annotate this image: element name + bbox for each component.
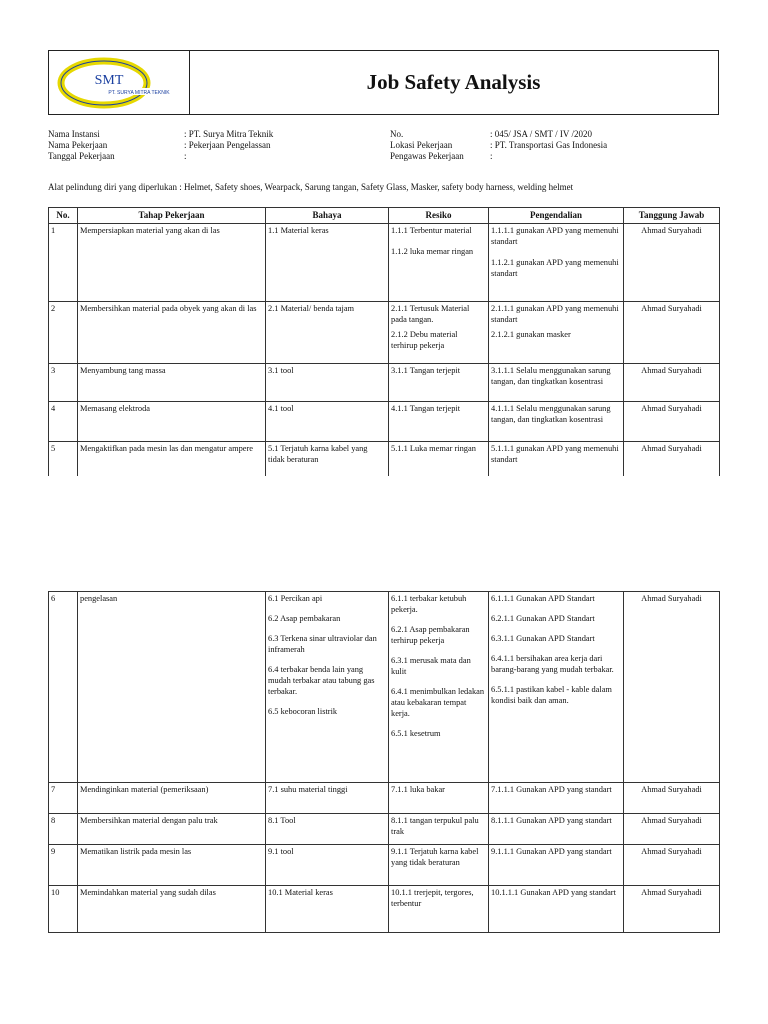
info-left-labels bbox=[48, 129, 115, 162]
logo-text: SMT bbox=[94, 73, 124, 88]
row-tahap: Mempersiapkan material yang akan di las bbox=[78, 224, 266, 302]
resiko-item: 8.1.1 tangan terpukul palu trak bbox=[391, 816, 479, 836]
row-tahap: Mengaktifkan pada mesin las dan mengatur ampere bbox=[78, 442, 266, 476]
row-tanggung-jawab: Ahmad Suryahadi bbox=[624, 224, 720, 302]
row-bahaya bbox=[266, 402, 389, 442]
info-value: : Pekerjaan Pengelassan bbox=[184, 140, 271, 150]
row-tahap: Membersihkan material pada obyek yang akan di las bbox=[78, 302, 266, 364]
row-bahaya bbox=[266, 442, 389, 476]
table-row bbox=[49, 886, 720, 933]
row-resiko bbox=[389, 442, 489, 476]
row-no: 8 bbox=[49, 814, 78, 845]
row-no: 2 bbox=[49, 302, 78, 364]
resiko-item: 2.1.2 Debu material terhirup pekerja bbox=[391, 330, 458, 350]
row-no: 5 bbox=[49, 442, 78, 476]
row-bahaya bbox=[266, 224, 389, 302]
header-box bbox=[48, 50, 719, 115]
logo-subtext: PT. SURYA MITRA TEKNIK bbox=[108, 90, 170, 96]
table-body-part2 bbox=[49, 592, 720, 933]
resiko-item: 5.1.1 Luka memar ringan bbox=[391, 444, 476, 453]
row-tahap: pengelasan bbox=[78, 592, 266, 783]
pengendalian-item: 9.1.1.1 Gunakan APD yang standart bbox=[491, 847, 612, 856]
pengendalian-item: 4.1.1.1 Selalu menggunakan sarung tangan, dan tingkatkan kosentrasi bbox=[491, 404, 611, 424]
table-row bbox=[49, 814, 720, 845]
table-row bbox=[49, 845, 720, 886]
info-left-values bbox=[184, 129, 273, 162]
resiko-item: 10.1.1 trerjepit, tergores, terbentur bbox=[391, 888, 474, 908]
row-bahaya bbox=[266, 302, 389, 364]
row-no: 4 bbox=[49, 402, 78, 442]
resiko-item: 2.1.1 Tertusuk Material pada tangan. bbox=[391, 304, 470, 324]
resiko-item: 3.1.1 Tangan terjepit bbox=[391, 366, 461, 375]
pengendalian-item: 5.1.1.1 gunakan APD yang memenuhi standart bbox=[491, 444, 619, 464]
row-resiko bbox=[389, 364, 489, 402]
info-right-values bbox=[490, 129, 607, 162]
bahaya-item: 6.1 Percikan api bbox=[268, 594, 323, 603]
apd-requirements: Alat pelindung diri yang diperlukan : Helmet, Safety shoes, Wearpack, Sarung tangan, Safety Glass, Masker, safety body harness, welding helmet bbox=[48, 182, 574, 192]
row-no: 3 bbox=[49, 364, 78, 402]
table-row bbox=[49, 364, 720, 402]
row-resiko bbox=[389, 814, 489, 845]
bahaya-item: 8.1 Tool bbox=[268, 816, 296, 825]
pengendalian-item: 7.1.1.1 Gunakan APD yang standart bbox=[491, 785, 612, 794]
pengendalian-item: 1.1.1.1 gunakan APD yang memenuhi standart bbox=[491, 226, 619, 246]
row-tahap: Memasang elektroda bbox=[78, 402, 266, 442]
info-label: Nama Instansi bbox=[48, 129, 100, 139]
row-pengendalian bbox=[489, 845, 624, 886]
bahaya-item: 4.1 tool bbox=[268, 404, 294, 413]
resiko-item: 4.1.1 Tangan terjepit bbox=[391, 404, 461, 413]
resiko-item: 1.1.1 Terbentur material bbox=[391, 226, 472, 235]
row-bahaya bbox=[266, 364, 389, 402]
bahaya-item: 9.1 tool bbox=[268, 847, 294, 856]
row-resiko bbox=[389, 224, 489, 302]
info-right-labels bbox=[390, 129, 464, 162]
row-tahap: Mendinginkan material (pemeriksaan) bbox=[78, 783, 266, 814]
row-bahaya bbox=[266, 845, 389, 886]
table-row bbox=[49, 302, 720, 364]
pengendalian-item: 1.1.2.1 gunakan APD yang memenuhi standart bbox=[491, 258, 619, 278]
resiko-item: 6.2.1 Asap pembakaran terhirup pekerja bbox=[391, 625, 470, 645]
row-tahap: Menyambung tang massa bbox=[78, 364, 266, 402]
bahaya-item: 6.2 Asap pembakaran bbox=[268, 614, 341, 623]
header-bahaya: Bahaya bbox=[266, 208, 389, 224]
row-bahaya bbox=[266, 886, 389, 933]
row-tanggung-jawab: Ahmad Suryahadi bbox=[624, 845, 720, 886]
row-pengendalian bbox=[489, 224, 624, 302]
info-value: : PT. Transportasi Gas Indonesia bbox=[490, 140, 608, 150]
info-label: Pengawas Pekerjaan bbox=[390, 151, 464, 161]
pengendalian-item: 2.1.2.1 gunakan masker bbox=[491, 330, 571, 339]
company-logo bbox=[49, 51, 190, 114]
row-resiko bbox=[389, 302, 489, 364]
resiko-item: 1.1.2 luka memar ringan bbox=[391, 247, 474, 256]
row-resiko bbox=[389, 783, 489, 814]
pengendalian-item: 6.3.1.1 Gunakan APD Standart bbox=[491, 634, 595, 643]
bahaya-item: 2.1 Material/ benda tajam bbox=[268, 304, 355, 313]
row-resiko bbox=[389, 402, 489, 442]
bahaya-item: 6.4 terbakar benda lain yang mudah terbakar atau tabung gas terbakar. bbox=[268, 665, 375, 696]
pengendalian-item: 6.4.1.1 bersihakan area kerja dari barang-barang yang mudah terbakar. bbox=[491, 654, 614, 674]
pengendalian-item: 6.2.1.1 Gunakan APD Standart bbox=[491, 614, 595, 623]
row-no: 10 bbox=[49, 886, 78, 933]
row-resiko bbox=[389, 886, 489, 933]
resiko-item: 6.5.1 kesetrum bbox=[391, 729, 441, 738]
row-bahaya bbox=[266, 814, 389, 845]
info-value: : bbox=[184, 151, 187, 161]
row-tahap: Memindahkan material yang sudah dilas bbox=[78, 886, 266, 933]
row-tanggung-jawab: Ahmad Suryahadi bbox=[624, 402, 720, 442]
table-row bbox=[49, 402, 720, 442]
row-pengendalian bbox=[489, 814, 624, 845]
bahaya-item: 7.1 suhu material tinggi bbox=[268, 785, 348, 794]
row-pengendalian bbox=[489, 302, 624, 364]
row-tanggung-jawab: Ahmad Suryahadi bbox=[624, 364, 720, 402]
info-label: Lokasi Pekerjaan bbox=[390, 140, 453, 150]
row-pengendalian bbox=[489, 364, 624, 402]
row-tanggung-jawab: Ahmad Suryahadi bbox=[624, 302, 720, 364]
header-tanggung-jawab: Tanggung Jawab bbox=[624, 208, 720, 224]
row-resiko bbox=[389, 845, 489, 886]
row-tanggung-jawab: Ahmad Suryahadi bbox=[624, 592, 720, 783]
header-no: No. bbox=[49, 208, 78, 224]
bahaya-item: 3.1 tool bbox=[268, 366, 294, 375]
row-tanggung-jawab: Ahmad Suryahadi bbox=[624, 814, 720, 845]
row-pengendalian bbox=[489, 402, 624, 442]
row-bahaya bbox=[266, 592, 389, 783]
pengendalian-item: 10.1.1.1 Gunakan APD yang standart bbox=[491, 888, 616, 897]
info-label: Tanggal Pekerjaan bbox=[48, 151, 115, 161]
row-pengendalian bbox=[489, 783, 624, 814]
info-value: : bbox=[490, 151, 493, 161]
row-pengendalian bbox=[489, 442, 624, 476]
bahaya-item: 1.1 Material keras bbox=[268, 226, 329, 235]
row-no: 7 bbox=[49, 783, 78, 814]
jsa-table-part2 bbox=[48, 591, 720, 933]
pengendalian-item: 6.1.1.1 Gunakan APD Standart bbox=[491, 594, 595, 603]
row-tanggung-jawab: Ahmad Suryahadi bbox=[624, 886, 720, 933]
header-resiko: Resiko bbox=[389, 208, 489, 224]
bahaya-item: 10.1 Material keras bbox=[268, 888, 333, 897]
resiko-item: 9.1.1 Terjatuh karna kabel yang tidak beraturan bbox=[391, 847, 479, 867]
row-tahap: Mematikan listrik pada mesin las bbox=[78, 845, 266, 886]
header-pengendalian: Pengendalian bbox=[489, 208, 624, 224]
row-no: 1 bbox=[49, 224, 78, 302]
bahaya-item: 6.3 Terkena sinar ultraviolar dan inframerah bbox=[268, 634, 377, 654]
resiko-item: 6.1.1 terbakar ketubuh pekerja. bbox=[391, 594, 467, 614]
table-header-row bbox=[49, 208, 720, 224]
bahaya-item: 6.5 kebocoran listrik bbox=[268, 707, 338, 716]
jsa-table-part1 bbox=[48, 207, 720, 476]
row-no: 6 bbox=[49, 592, 78, 783]
header-tahap: Tahap Pekerjaan bbox=[78, 208, 266, 224]
info-label: No. bbox=[390, 129, 404, 139]
pengendalian-item: 8.1.1.1 Gunakan APD yang standart bbox=[491, 816, 612, 825]
pengendalian-item: 2.1.1.1 gunakan APD yang memenuhi standart bbox=[491, 304, 619, 324]
pengendalian-item: 6.5.1.1 pastikan kabel - kable dalam kondisi baik dan aman. bbox=[491, 685, 612, 705]
page-title: Job Safety Analysis bbox=[366, 70, 541, 94]
resiko-item: 6.4.1 menimbulkan ledakan atau kebakaran tempat kerja. bbox=[391, 687, 485, 718]
table-row bbox=[49, 592, 720, 783]
table-body-part1 bbox=[49, 224, 720, 476]
row-pengendalian bbox=[489, 592, 624, 783]
table-row bbox=[49, 224, 720, 302]
resiko-item: 7.1.1 luka bakar bbox=[391, 785, 445, 794]
row-pengendalian bbox=[489, 886, 624, 933]
info-value: : PT. Surya Mitra Teknik bbox=[184, 129, 274, 139]
info-label: Nama Pekerjaan bbox=[48, 140, 108, 150]
row-no: 9 bbox=[49, 845, 78, 886]
bahaya-item: 5.1 Terjatuh karna kabel yang tidak beraturan bbox=[268, 444, 368, 464]
row-tahap: Membersihkan material dengan palu trak bbox=[78, 814, 266, 845]
resiko-item: 6.3.1 merusak mata dan kulit bbox=[391, 656, 471, 676]
table-row bbox=[49, 783, 720, 814]
row-tanggung-jawab: Ahmad Suryahadi bbox=[624, 783, 720, 814]
table-row bbox=[49, 442, 720, 476]
row-tanggung-jawab: Ahmad Suryahadi bbox=[624, 442, 720, 476]
row-bahaya bbox=[266, 783, 389, 814]
pengendalian-item: 3.1.1.1 Selalu menggunakan sarung tangan, dan tingkatkan kosentrasi bbox=[491, 366, 611, 386]
row-resiko bbox=[389, 592, 489, 783]
info-value: : 045/ JSA / SMT / IV /2020 bbox=[490, 129, 592, 139]
